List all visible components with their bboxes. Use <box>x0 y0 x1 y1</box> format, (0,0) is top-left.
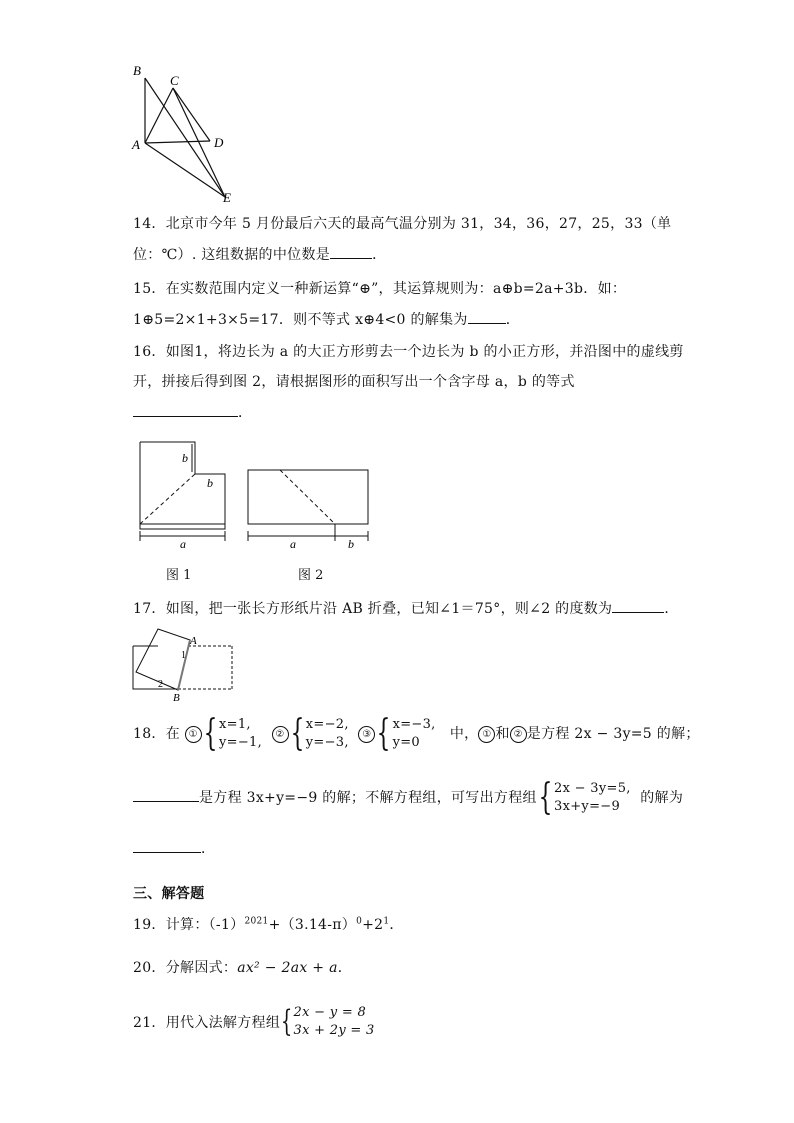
label-B: B <box>133 63 141 78</box>
q20-line <box>133 957 352 977</box>
fig1-b-vertical: b <box>182 451 188 465</box>
q19-text: 19．计算：（-1） <box>133 917 245 933</box>
fig2-b: b <box>348 537 354 551</box>
q17-answer-blank[interactable] <box>612 600 664 613</box>
q18-answer-blank-1[interactable] <box>133 789 199 802</box>
q14-line1: 14．北京市今年 5 月份最后六天的最高气温分别为 31，34，36，27，25，33（单 <box>133 216 672 232</box>
circle-1-ref: ① <box>478 726 495 743</box>
system-1: x=1, y=−1, <box>219 717 263 750</box>
system-2: x=−2, y=−3, <box>305 717 349 750</box>
q16-end: ． <box>238 405 253 421</box>
q15-line1: 15．在实数范围内定义一种新运算“⊕”，其运算规则为：a⊕b=2a+3b．如： <box>133 281 627 297</box>
label-E: E <box>223 190 231 205</box>
brace-icon: { <box>538 777 553 818</box>
q20-end: ． <box>337 960 353 976</box>
q21-line <box>133 1004 375 1040</box>
q20-expr: ax² − 2ax + a <box>237 960 338 976</box>
q18-eq1: 是方程 2x − 3y=5 的解； <box>526 726 700 742</box>
fig2-caption: 图 2 <box>298 568 324 583</box>
q18-line3 <box>133 838 215 858</box>
q17-end: ． <box>664 601 679 617</box>
q15-line2 <box>133 309 520 329</box>
system-3: x=−3, y=0 <box>392 717 436 750</box>
q15-answer-blank[interactable] <box>468 311 506 324</box>
q21-text: 21．用代入法解方程组 <box>133 1015 281 1031</box>
brace-icon: { <box>290 713 305 754</box>
q18-end: ． <box>201 841 216 857</box>
q14-line2 <box>133 244 386 264</box>
q18-line2-text: 是方程 3x+y=−9 的解；不解方程组，可写出方程组 <box>199 790 537 806</box>
q19-line <box>133 914 404 934</box>
system-combined: 2x − 3y=5, 3x+y=−9 <box>554 781 631 814</box>
section-heading: 三、解答题 <box>133 886 205 902</box>
q17-text: 17．如图，把一张长方形纸片沿 AB 折叠，已知∠1＝75°，则∠2 的度数为 <box>133 601 613 617</box>
brace-icon: { <box>281 1004 293 1039</box>
label-D: D <box>214 135 224 150</box>
q15-end: ． <box>505 312 521 328</box>
q19-end: ． <box>389 917 404 933</box>
fig1-a: a <box>180 537 186 551</box>
q18-line1 <box>133 713 700 754</box>
q19-mid: +（3.14-π） <box>268 917 357 933</box>
fig2-a: a <box>290 537 296 551</box>
q21-system: 2x − y = 8 3x + 2y = 3 <box>293 1005 375 1038</box>
q18-start: 18．在 <box>133 726 181 742</box>
label-C: C <box>170 73 179 88</box>
q19-exp2: 0 <box>356 916 363 927</box>
square-figures <box>130 432 380 552</box>
brace-icon: { <box>203 713 218 754</box>
circle-1: ① <box>185 726 202 743</box>
q20-text: 20．分解因式： <box>133 960 238 976</box>
q18-line2-end: 的解为 <box>640 790 684 806</box>
q18-mid: 中， <box>449 726 479 742</box>
fig1-b-horizontal: b <box>207 476 213 490</box>
fig1-caption: 图 1 <box>166 568 192 583</box>
q19-exp1: 2021 <box>244 916 269 927</box>
q14-end: ． <box>372 247 387 263</box>
q14-answer-blank[interactable] <box>330 246 372 259</box>
circle-3: ③ <box>358 726 375 743</box>
q14-text: 位：℃）. 这组数据的中位数是 <box>133 247 331 263</box>
label-A: A <box>190 635 197 647</box>
triangle-figure <box>128 60 248 205</box>
q18-and: 和 <box>495 726 510 742</box>
q19-exp3: 1 <box>383 916 390 927</box>
q16-answer-blank[interactable] <box>133 404 238 417</box>
label-angle1: 1 <box>181 650 186 661</box>
label-angle2: 2 <box>158 679 163 690</box>
label-A: A <box>132 137 140 152</box>
circle-2-ref: ② <box>510 726 527 743</box>
q18-answer-blank-2[interactable] <box>133 840 201 853</box>
q16-line2: 开，拼接后得到图 2，请根据图形的面积写出一个含字母 a，b 的等式 <box>133 374 575 390</box>
q19-mid2: +2 <box>362 917 384 933</box>
label-B: B <box>173 692 180 704</box>
q18-line2 <box>133 777 684 818</box>
q16-line3 <box>133 402 252 422</box>
q17-line <box>133 598 679 618</box>
folded-paper-figure <box>128 624 238 704</box>
brace-icon: { <box>376 713 391 754</box>
q15-text: 1⊕5=2×1+3×5=17．则不等式 x⊕4<0 的解集为 <box>133 312 468 328</box>
circle-2: ② <box>272 726 289 743</box>
q16-line1: 16．如图1，将边长为 a 的大正方形剪去一个边长为 b 的小正方形，并沿图中的虚线剪 <box>133 344 684 360</box>
